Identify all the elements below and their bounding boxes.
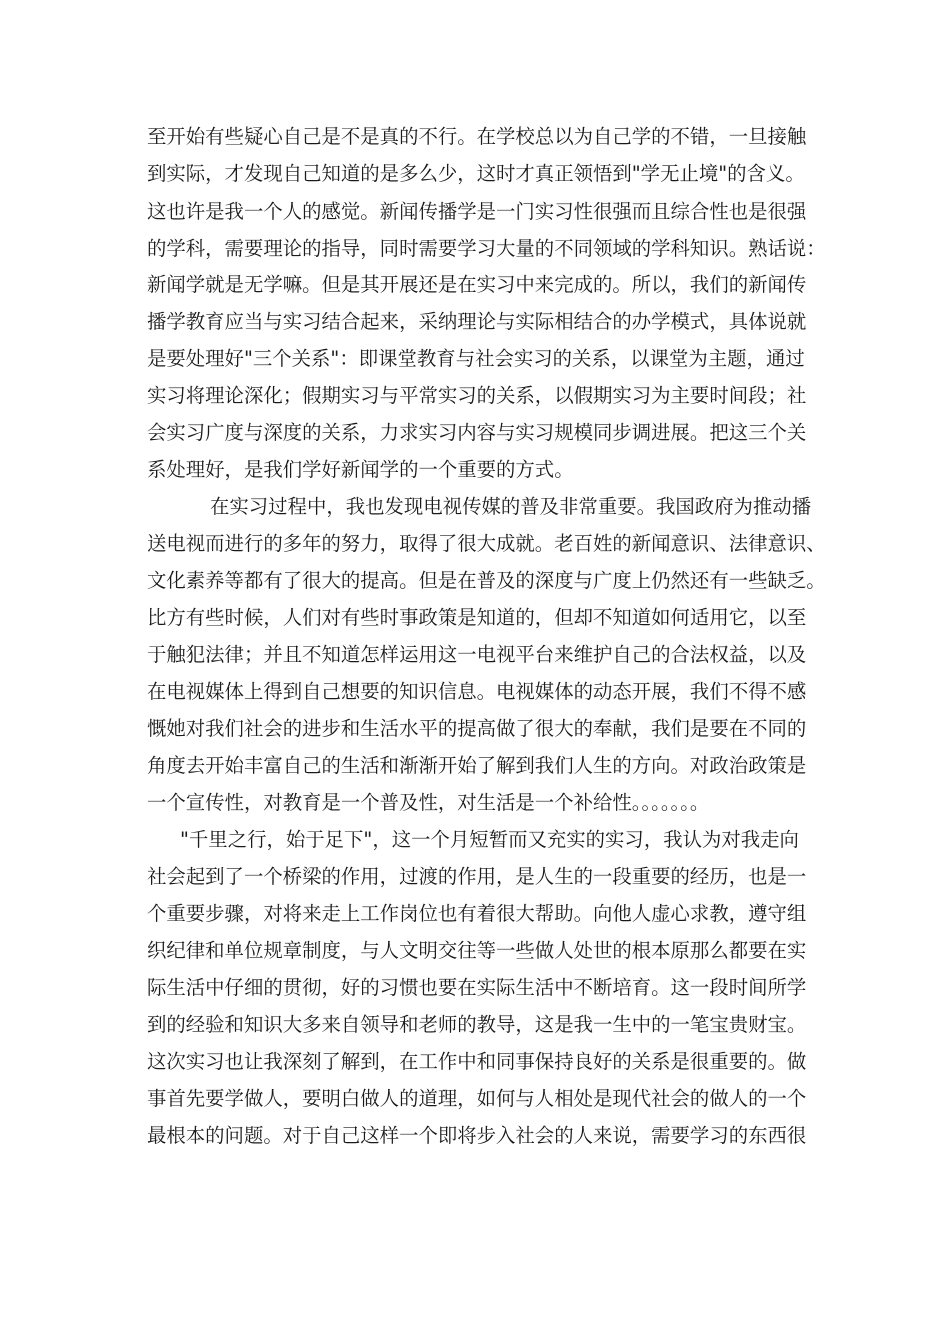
text-line: 社会起到了一个桥梁的作用，过渡的作用，是人生的一段重要的经历，也是一: [147, 865, 807, 888]
text-line: 织纪律和单位规章制度，与人文明交往等一些做人处世的根本原那么都要在实: [147, 939, 807, 962]
text-line: 送电视而进行的多年的努力，取得了很大成就。老百姓的新闻意识、法律意识、: [147, 532, 826, 555]
text-line: 的学科，需要理论的指导，同时需要学习大量的不同领域的学科知识。熟话说：: [147, 237, 826, 260]
text-line: 比方有些时候，人们对有些时事政策是知道的，但却不知道如何适用它，以至: [147, 606, 807, 629]
text-line: 最根本的问题。对于自己这样一个即将步入社会的人来说，需要学习的东西很: [147, 1124, 807, 1147]
text-line: 播学教育应当与实习结合起来，采纳理论与实际相结合的办学模式，具体说就: [147, 310, 807, 333]
text-line: 这次实习也让我深刻了解到，在工作中和同事保持良好的关系是很重要的。做: [147, 1050, 807, 1073]
text-line: 至开始有些疑心自己是不是真的不行。在学校总以为自己学的不错，一旦接触: [147, 125, 807, 148]
text-line: 个重要步骤，对将来走上工作岗位也有着很大帮助。向他人虚心求教，遵守组: [147, 902, 807, 925]
text-line: 这也许是我一个人的感觉。新闻传播学是一门实习性很强而且综合性也是很强: [147, 200, 807, 223]
text-line: 事首先要学做人，要明白做人的道理，如何与人相处是现代社会的做人的一个: [147, 1087, 807, 1110]
text-line: 际生活中仔细的贯彻，好的习惯也要在实际生活中不断培育。这一段时间所学: [147, 976, 807, 999]
text-line: 是要处理好"三个关系"：即课堂教育与社会实习的关系，以课堂为主题，通过: [147, 347, 805, 370]
text-line: 到实际，才发现自己知道的是多么少，这时才真正领悟到"学无止境"的含义。: [147, 162, 805, 185]
text-line: 于触犯法律；并且不知道怎样运用这一电视平台来维护自己的合法权益，以及: [147, 643, 807, 666]
text-line: 在电视媒体上得到自己想要的知识信息。电视媒体的动态开展，我们不得不感: [147, 680, 807, 703]
text-line: 到的经验和知识大多来自领导和老师的教导，这是我一生中的一笔宝贵财宝。: [147, 1013, 807, 1036]
text-line: 一个宣传性，对教育是一个普及性，对生活是一个补给性。。。。。。。: [147, 791, 710, 814]
text-line: 角度去开始丰富自己的生活和渐渐开始了解到我们人生的方向。对政治政策是: [147, 754, 807, 777]
text-line: 文化素养等都有了很大的提高。但是在普及的深度与广度上仍然还有一些缺乏。: [147, 569, 826, 592]
text-line: 新闻学就是无学嘛。但是其开展还是在实习中来完成的。所以，我们的新闻传: [147, 273, 807, 296]
text-line: 实习将理论深化；假期实习与平常实习的关系，以假期实习为主要时间段；社: [147, 384, 807, 407]
paragraph-first-line: 在实习过程中，我也发现电视传媒的普及非常重要。我国政府为推动播: [210, 495, 812, 518]
text-line: 慨她对我们社会的进步和生活水平的提高做了很大的奉献，我们是要在不同的: [147, 717, 807, 740]
paragraph-first-line: "千里之行，始于足下"，这一个月短暂而又充实的实习，我认为对我走向: [180, 828, 799, 851]
text-line: 会实习广度与深度的关系，力求实习内容与实习规模同步调进展。把这三个关: [147, 421, 807, 444]
text-line: 系处理好，是我们学好新闻学的一个重要的方式。: [147, 458, 574, 481]
